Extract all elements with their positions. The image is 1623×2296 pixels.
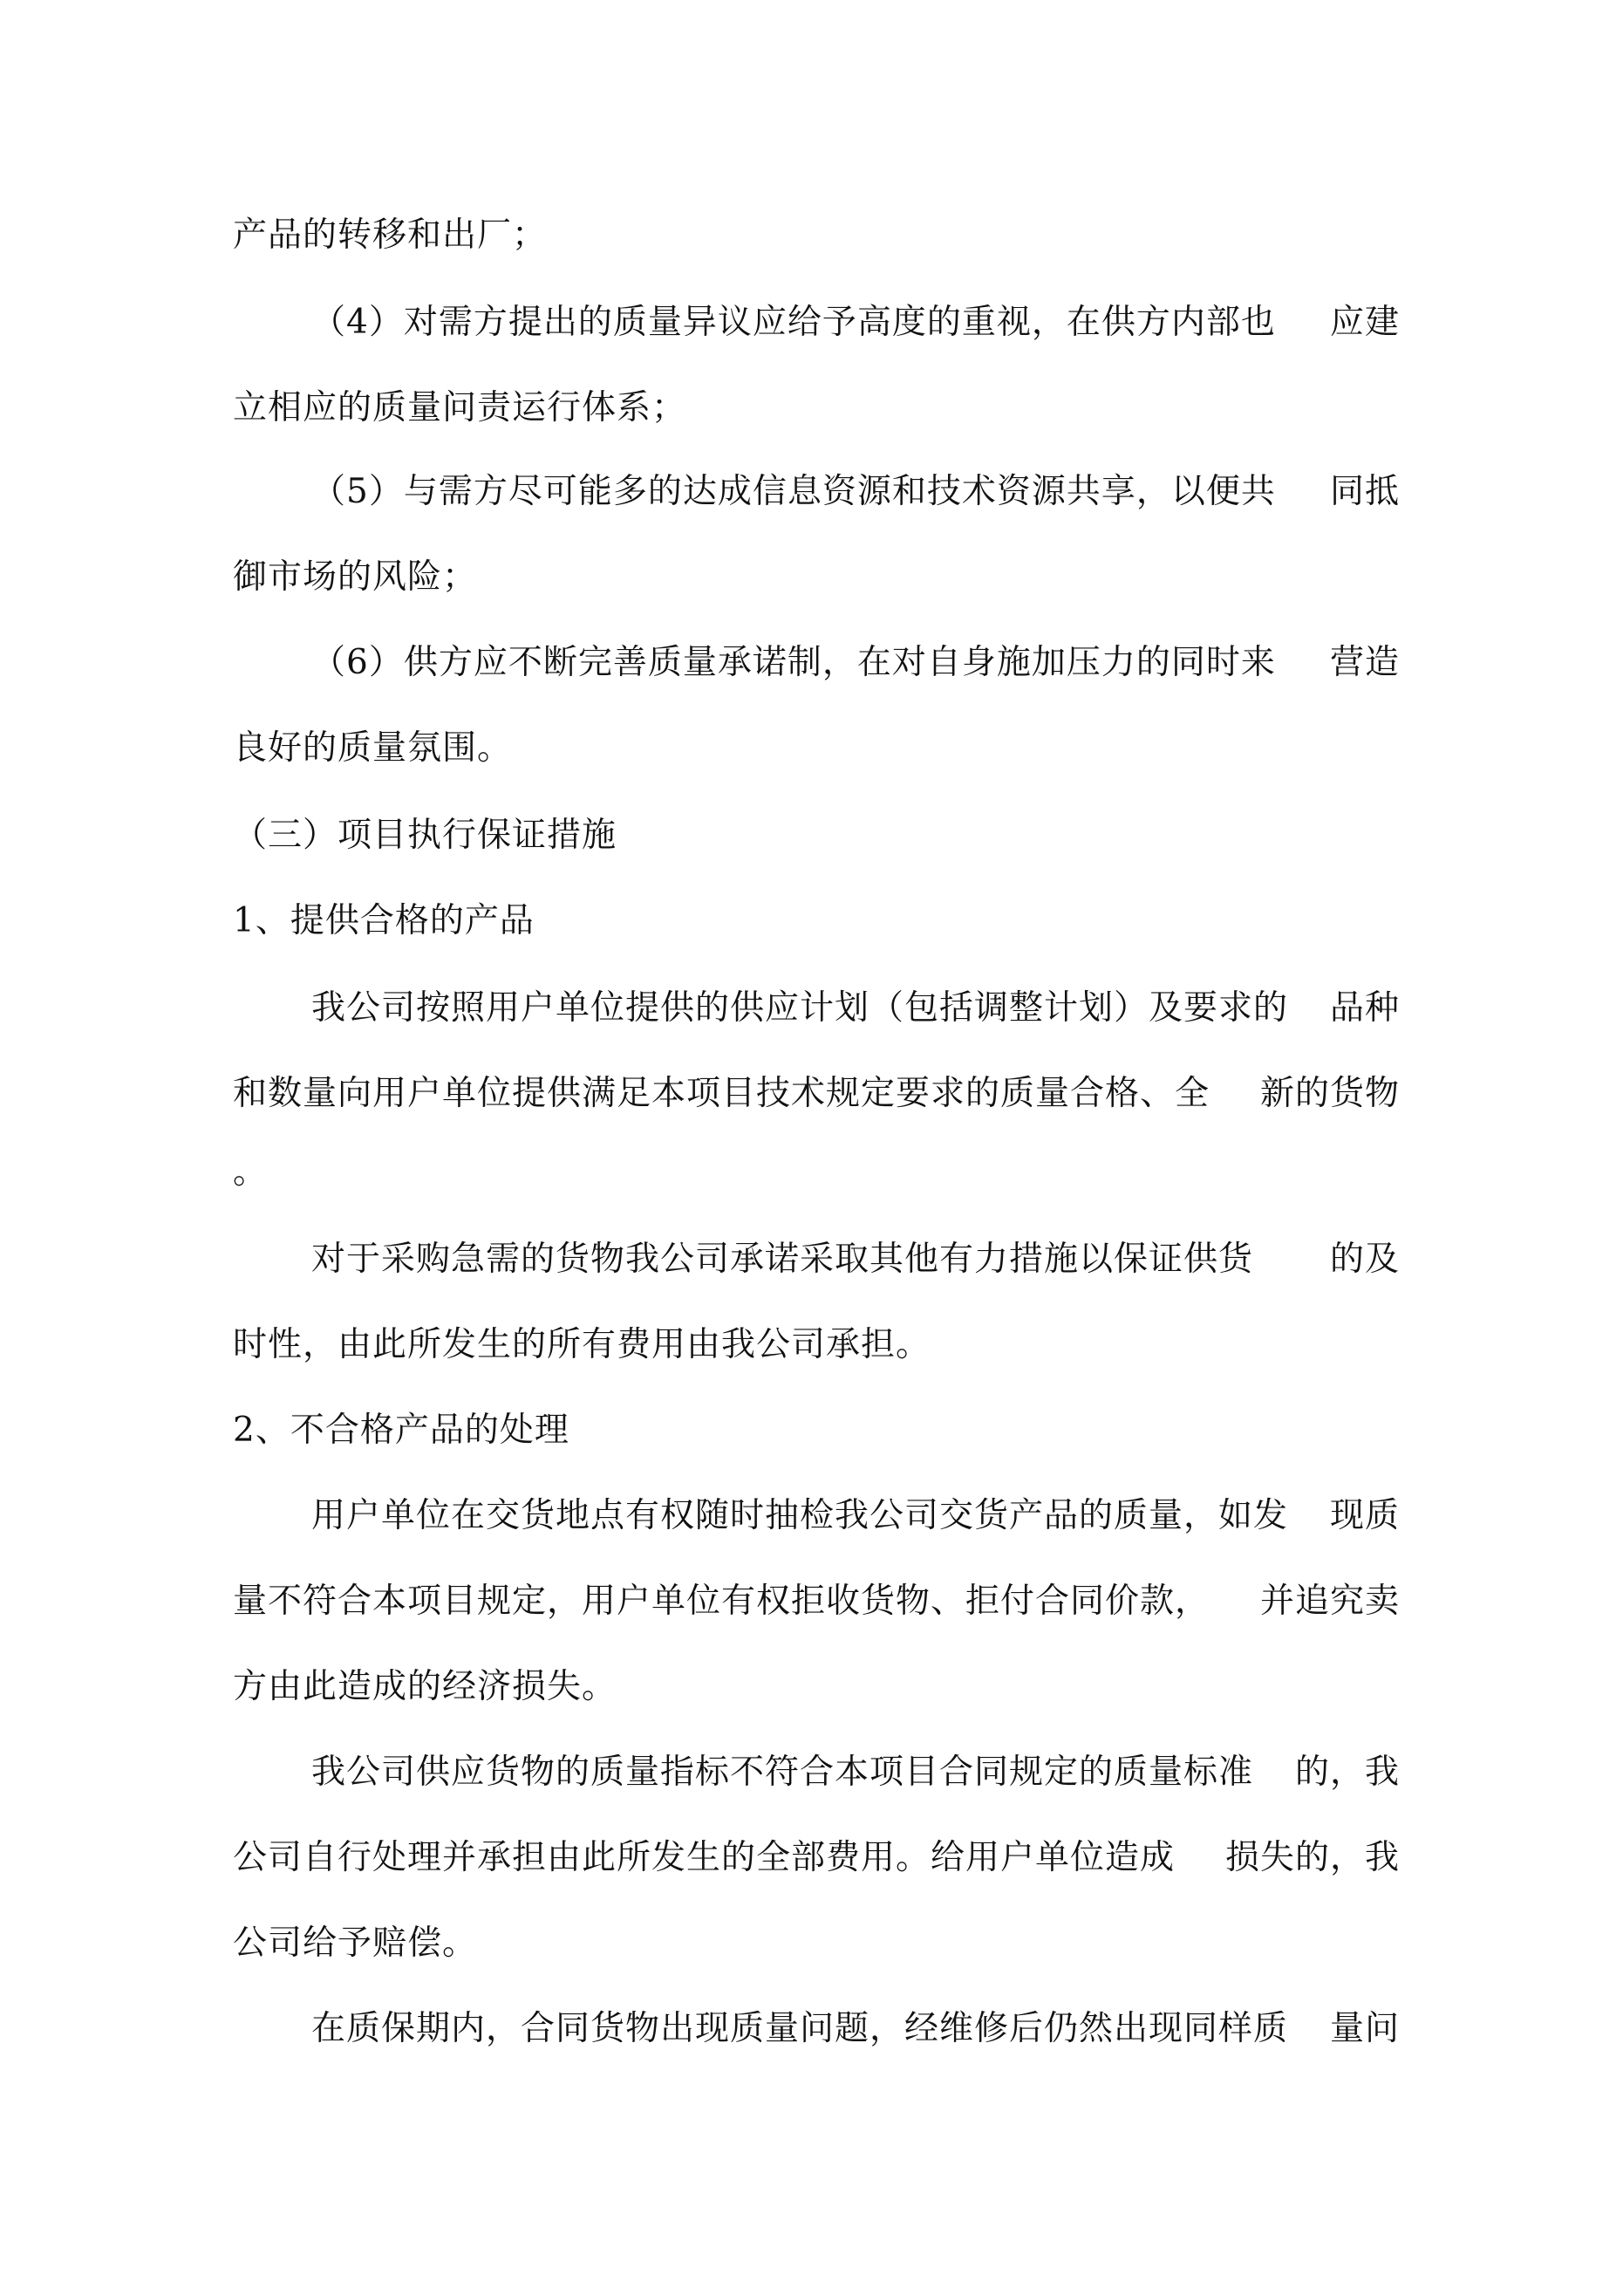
subsection-heading — [233, 899, 535, 944]
text-segment: 用户单位在交货地点有权随时抽检我公司交货产品的质量，如发 — [311, 1496, 1289, 1535]
text-segment: 公司自行处理并承担由此所发生的全部费用。给用户单位造成 — [233, 1838, 1176, 1877]
text-segment: 产品的转移和出厂； — [233, 215, 548, 255]
subsection-heading — [233, 1408, 569, 1453]
paragraph-line — [311, 300, 1400, 345]
text-segment: 的，我 — [1294, 1753, 1400, 1792]
text-segment: （5）与需方尽可能多的达成信息资源和技术资源共享，以便共 — [311, 472, 1276, 511]
paragraph-line — [233, 1071, 1400, 1117]
heading-text: 2、不合格产品的处理 — [233, 1411, 569, 1450]
text-segment: 应建 — [1329, 303, 1400, 342]
text-segment: 的及 — [1329, 1240, 1400, 1279]
paragraph-line — [311, 986, 1400, 1031]
paragraph-line — [233, 726, 512, 771]
text-segment: 立相应的质量问责运行体系； — [233, 388, 687, 427]
text-segment: 对于采购急需的货物我公司承诺采取其他有力措施以保证供货 — [311, 1240, 1254, 1279]
text-segment: 损失的，我 — [1224, 1838, 1400, 1877]
heading-text: （三）项目执行保证措施 — [233, 816, 617, 855]
paragraph-line — [233, 213, 547, 258]
paragraph-line — [311, 1493, 1400, 1539]
paragraph-line — [233, 1835, 1400, 1881]
text-segment: 新的货物 — [1259, 1074, 1400, 1113]
paragraph-line — [233, 1322, 931, 1368]
text-segment: 现质 — [1329, 1496, 1400, 1535]
paragraph-line — [233, 1579, 1400, 1624]
text-segment: 时性，由此所发生的所有费用由我公司承担。 — [233, 1325, 931, 1364]
text-segment: 我公司按照用户单位提供的供应计划（包括调整计划）及要求的 — [311, 988, 1289, 1028]
section-heading — [233, 813, 617, 858]
paragraph-line — [233, 386, 686, 431]
text-segment: 良好的质量氛围。 — [233, 728, 513, 768]
paragraph-line — [233, 1150, 268, 1195]
text-segment: （4）对需方提出的质量异议应给予高度的重视，在供方内部也 — [311, 303, 1276, 342]
text-segment: 同抵 — [1329, 472, 1400, 511]
text-segment: （6）供方应不断完善质量承诺制，在对自身施加压力的同时来 — [311, 643, 1276, 682]
text-segment: 并追究卖 — [1259, 1582, 1400, 1621]
text-segment: 在质保期内，合同货物出现质量问题，经维修后仍然出现同样质 — [311, 2009, 1289, 2048]
text-segment: 公司给予赔偿。 — [233, 1924, 478, 1963]
paragraph-line — [311, 1750, 1400, 1795]
paragraph-line — [233, 1664, 617, 1710]
text-segment: 量问 — [1329, 2009, 1400, 2048]
paragraph-line — [311, 640, 1400, 686]
text-segment: 营造 — [1329, 643, 1400, 682]
paragraph-line — [311, 2006, 1400, 2052]
text-segment: 御市场的风险； — [233, 557, 478, 597]
text-segment: 我公司供应货物的质量指标不符合本项目合同规定的质量标准 — [311, 1753, 1254, 1792]
text-segment: 品种 — [1329, 988, 1400, 1028]
paragraph-line — [233, 1921, 477, 1966]
paragraph-line — [311, 469, 1400, 515]
heading-text: 1、提供合格的产品 — [233, 901, 535, 940]
text-segment: 和数量向用户单位提供满足本项目技术规定要求的质量合格、全 — [233, 1074, 1210, 1113]
paragraph-line — [233, 555, 477, 600]
text-segment: 方由此造成的经济损失。 — [233, 1667, 617, 1706]
text-segment: 量不符合本项目规定，用户单位有权拒收货物、拒付合同价款， — [233, 1582, 1210, 1621]
text-segment: 。 — [233, 1152, 269, 1192]
paragraph-line — [311, 1237, 1400, 1282]
